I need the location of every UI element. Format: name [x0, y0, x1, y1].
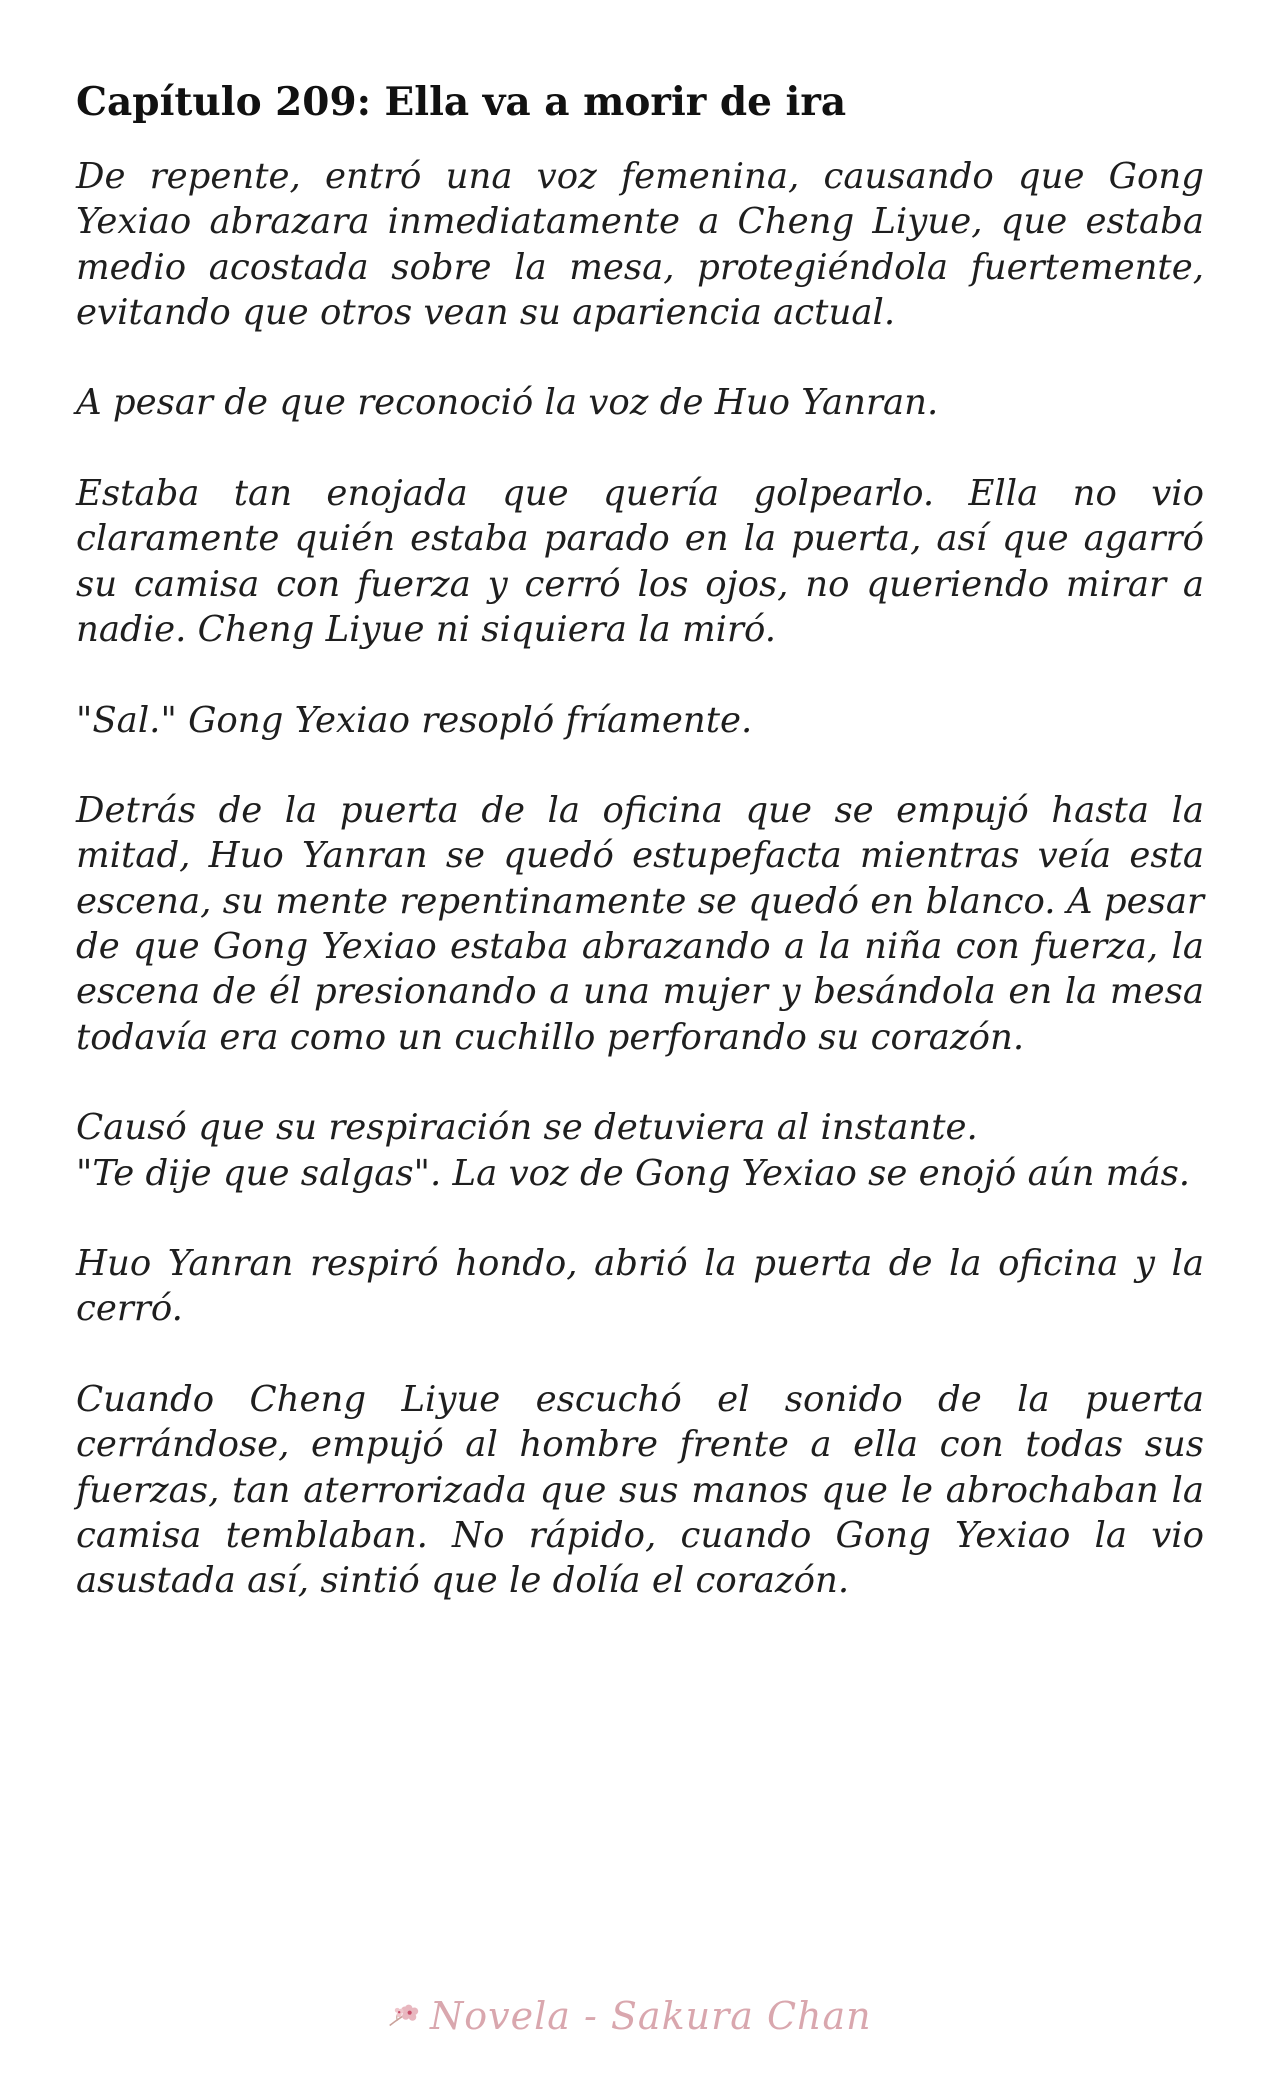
chapter-content: [76, 72, 1204, 1649]
chapter-title: Capítulo 209: Ella va a morir de ira: [76, 79, 847, 125]
paragraph-7: "Te dije que salgas". La voz de Gong Yexiao se enojó aún más.: [76, 1152, 1191, 1194]
watermark: [384, 1988, 872, 2044]
paragraph-1: De repente, entró una voz femenina, causando que Gong Yexiao abrazara inmediatamente a Cheng Liyue, que estaba medio acostada sobre la mesa, protegiéndola fuertemente, evitando que otros vean su apariencia actual.: [76, 156, 1204, 333]
paragraph-4: "Sal." Gong Yexiao resopló fríamente.: [76, 699, 753, 741]
paragraph-9: Cuando Cheng Liyue escuchó el sonido de la puerta cerrándose, empujó al hombre frente a ella con todas sus fuerzas, tan aterrorizada que sus manos que le abrochaban la camisa temblaban. No rápido, cuando Gong Yexiao la vio asustada así, sintió que le dolía el corazón.: [76, 1379, 1204, 1602]
paragraph-2: A pesar de que reconoció la voz de Huo Yanran.: [76, 382, 939, 424]
watermark-text: Novela - Sakura Chan: [430, 1994, 872, 2038]
paragraph-6: Causó que su respiración se detuviera al instante.: [76, 1107, 978, 1149]
paragraph-8: Huo Yanran respiró hondo, abrió la puerta de la oficina y la cerró.: [76, 1243, 1204, 1330]
cherry-blossom-icon: [384, 1997, 422, 2035]
paragraph-5: Detrás de la puerta de la oficina que se empujó hasta la mitad, Huo Yanran se quedó estupefacta mientras veía esta escena, su mente repentinamente se quedó en blanco. A pesar de que Gong Yexiao estaba abrazando a la niña con fuerza, la escena de él presionando a una mujer y besándola en la mesa todavía era como un cuchillo perforando su corazón.: [76, 790, 1204, 1058]
paragraph-3: Estaba tan enojada que quería golpearlo. Ella no vio claramente quién estaba parado en la puerta, así que agarró su camisa con fuerza y cerró los ojos, no queriendo mirar a nadie. Cheng Liyue ni siquiera la miró.: [76, 473, 1204, 650]
